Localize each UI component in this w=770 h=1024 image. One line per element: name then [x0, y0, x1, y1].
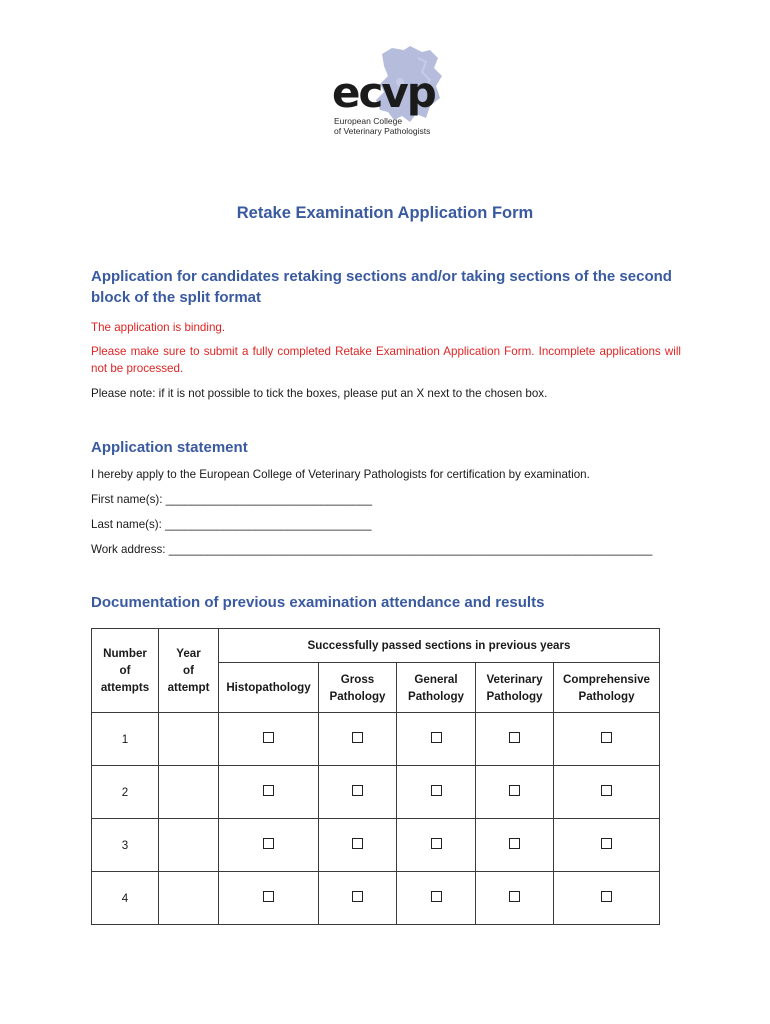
section-checkbox-cell — [554, 766, 660, 819]
checkbox[interactable] — [263, 838, 274, 849]
col-header-year — [159, 629, 219, 713]
section-checkbox-cell — [319, 872, 397, 925]
checkbox[interactable] — [431, 732, 442, 743]
page-title: Retake Examination Application Form — [236, 204, 534, 222]
checkbox[interactable] — [431, 785, 442, 796]
section-checkbox-cell — [476, 872, 554, 925]
section-header — [219, 663, 319, 713]
last-name-field[interactable]: Last name(s): ________________________________ — [91, 518, 372, 531]
checkbox[interactable] — [352, 838, 363, 849]
section-header-line: Gross — [340, 672, 375, 686]
logo-subtitle-line1: European College — [334, 116, 403, 126]
checkbox[interactable] — [352, 732, 363, 743]
attempt-number: 3 — [92, 819, 159, 872]
checkbox[interactable] — [509, 891, 520, 902]
section-checkbox-cell — [554, 819, 660, 872]
checkbox[interactable] — [509, 785, 520, 796]
col-year-line: of — [183, 664, 194, 677]
checkbox[interactable] — [601, 838, 612, 849]
checkbox[interactable] — [601, 732, 612, 743]
col-attempts-line: Number — [103, 647, 147, 660]
tick-note: Please note: if it is not possible to tick the boxes, please put an X next to the chosen box. — [91, 387, 548, 400]
attempt-number: 4 — [92, 872, 159, 925]
first-name-field[interactable]: First name(s): ________________________________ — [91, 493, 373, 506]
section-header — [554, 663, 660, 713]
col-attempts-line: of — [119, 664, 131, 677]
table-row — [92, 872, 660, 925]
year-cell[interactable] — [159, 819, 219, 872]
table-row — [92, 713, 660, 766]
section-checkbox-cell — [476, 819, 554, 872]
col-header-attempts — [92, 629, 159, 713]
section-header — [476, 663, 554, 713]
year-cell[interactable] — [159, 766, 219, 819]
section-checkbox-cell — [219, 819, 319, 872]
checkbox[interactable] — [263, 891, 274, 902]
checkbox[interactable] — [263, 732, 274, 743]
section-checkbox-cell — [397, 819, 476, 872]
checkbox[interactable] — [352, 785, 363, 796]
checkbox[interactable] — [601, 891, 612, 902]
checkbox[interactable] — [352, 891, 363, 902]
logo-subtitle — [334, 116, 430, 136]
section-checkbox-cell — [397, 872, 476, 925]
attempt-number: 1 — [92, 713, 159, 766]
section-checkbox-cell — [219, 713, 319, 766]
intro-heading: Application for candidates retaking sections and/or taking sections of the second block of the split format — [91, 268, 672, 306]
section-checkbox-cell — [219, 872, 319, 925]
statement-text: I hereby apply to the European College of Veterinary Pathologists for certification by examination. — [91, 468, 590, 481]
section-header-line: Pathology — [578, 689, 635, 703]
logo-wordmark: ecvp — [332, 68, 435, 117]
year-cell[interactable] — [159, 713, 219, 766]
section-checkbox-cell — [476, 713, 554, 766]
section-checkbox-cell — [554, 713, 660, 766]
section-checkbox-cell — [219, 766, 319, 819]
col-year-line: Year — [176, 647, 201, 660]
checkbox[interactable] — [431, 838, 442, 849]
section-header — [397, 663, 476, 713]
section-header — [319, 663, 397, 713]
section-header-line: Histopathology — [226, 681, 311, 694]
binding-notice: The application is binding. — [91, 321, 226, 334]
section-checkbox-cell — [319, 819, 397, 872]
section-checkbox-cell — [397, 766, 476, 819]
table-row — [92, 766, 660, 819]
logo-subtitle-line2: of Veterinary Pathologists — [334, 126, 431, 136]
col-year-line: attempt — [167, 681, 210, 694]
checkbox[interactable] — [509, 732, 520, 743]
statement-heading: Application statement — [91, 439, 248, 456]
section-checkbox-cell — [397, 713, 476, 766]
section-header-line: Pathology — [407, 689, 465, 703]
documentation-heading: Documentation of previous examination attendance and results — [91, 594, 545, 611]
section-checkbox-cell — [319, 713, 397, 766]
section-checkbox-cell — [476, 766, 554, 819]
section-checkbox-cell — [319, 766, 397, 819]
attempt-number: 2 — [92, 766, 159, 819]
completion-warning: Please make sure to submit a fully completed Retake Examination Application Form. Incomplete applications will not be processed. — [91, 345, 681, 375]
ecvp-logo — [330, 46, 450, 146]
section-checkbox-cell — [554, 872, 660, 925]
table-row — [92, 819, 660, 872]
year-cell[interactable] — [159, 872, 219, 925]
col-attempts-line: attempts — [100, 681, 150, 694]
checkbox[interactable] — [509, 838, 520, 849]
checkbox[interactable] — [431, 891, 442, 902]
attendance-table — [91, 628, 660, 925]
section-header-line: Veterinary — [486, 672, 543, 686]
checkbox[interactable] — [263, 785, 274, 796]
section-header-line: General — [414, 672, 458, 686]
passed-sections-header: Successfully passed sections in previous years — [219, 629, 660, 663]
section-header-line: Pathology — [329, 689, 386, 703]
work-address-field[interactable]: Work address: ___________________________________________________________________________ — [91, 543, 653, 556]
section-header-line: Comprehensive — [563, 672, 650, 686]
checkbox[interactable] — [601, 785, 612, 796]
section-header-line: Pathology — [486, 689, 543, 703]
